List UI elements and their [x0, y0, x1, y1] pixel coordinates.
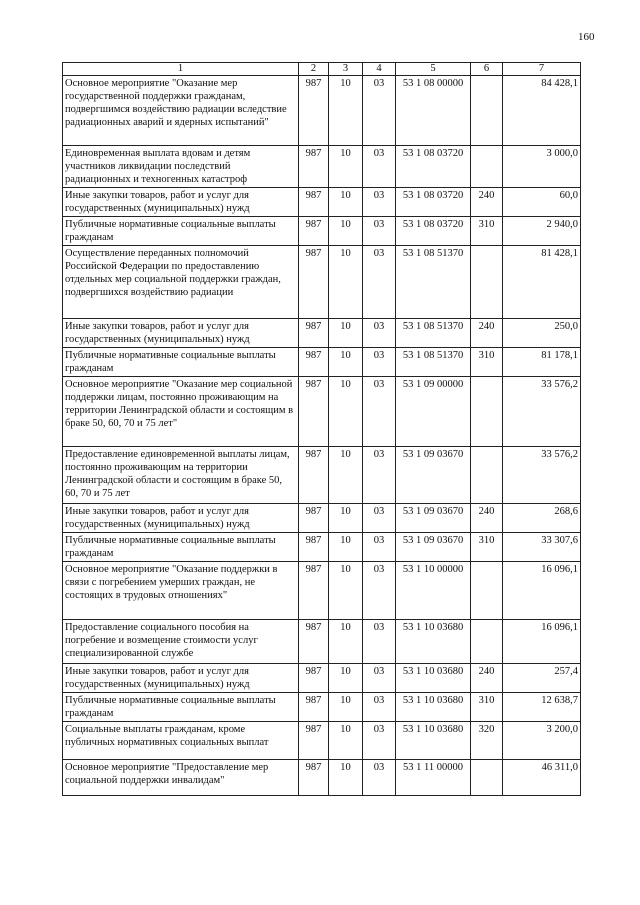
target-article-code: 53 1 10 03680 [396, 693, 471, 722]
section-code: 10 [329, 533, 363, 562]
expense-type-code: 310 [471, 693, 503, 722]
subsection-code: 03 [363, 562, 396, 620]
ministry-code: 987 [299, 319, 329, 348]
amount: 12 638,7 [503, 693, 581, 722]
section-code: 10 [329, 217, 363, 246]
target-article-code: 53 1 08 51370 [396, 348, 471, 377]
section-code: 10 [329, 76, 363, 146]
section-code: 10 [329, 620, 363, 664]
section-code: 10 [329, 319, 363, 348]
ministry-code: 987 [299, 693, 329, 722]
subsection-code: 03 [363, 188, 396, 217]
expense-type-code [471, 760, 503, 796]
subsection-code: 03 [363, 217, 396, 246]
ministry-code: 987 [299, 504, 329, 533]
amount: 60,0 [503, 188, 581, 217]
amount: 3 200,0 [503, 722, 581, 760]
table-row [63, 348, 581, 377]
row-description: Основное мероприятие "Предоставление мер социальной поддержки инвалидам" [63, 760, 299, 796]
row-description: Иные закупки товаров, работ и услуг для государственных (муниципальных) нужд [63, 504, 299, 533]
ministry-code: 987 [299, 664, 329, 693]
amount: 81 178,1 [503, 348, 581, 377]
row-description: Основное мероприятие "Оказание мер государственной поддержки гражданам, подвергшимся воздействию радиации вследствие радиационных аварий и ядерных испытаний" [63, 76, 299, 146]
subsection-code: 03 [363, 377, 396, 447]
target-article-code: 53 1 09 03670 [396, 504, 471, 533]
table-row [63, 146, 581, 188]
budget-table [62, 62, 581, 796]
ministry-code: 987 [299, 348, 329, 377]
target-article-code: 53 1 10 00000 [396, 562, 471, 620]
row-description: Предоставление социального пособия на погребение и возмещение стоимости услуг специализированной службе [63, 620, 299, 664]
expense-type-code: 320 [471, 722, 503, 760]
target-article-code: 53 1 08 00000 [396, 76, 471, 146]
subsection-code: 03 [363, 146, 396, 188]
ministry-code: 987 [299, 533, 329, 562]
row-description: Единовременная выплата вдовам и детям участников ликвидации последствий радиационных и техногенных катастроф [63, 146, 299, 188]
amount: 3 000,0 [503, 146, 581, 188]
expense-type-code: 310 [471, 348, 503, 377]
expense-type-code: 310 [471, 533, 503, 562]
ministry-code: 987 [299, 760, 329, 796]
section-code: 10 [329, 246, 363, 319]
amount: 16 096,1 [503, 562, 581, 620]
target-article-code: 53 1 08 03720 [396, 188, 471, 217]
target-article-code: 53 1 10 03680 [396, 722, 471, 760]
table-row [63, 664, 581, 693]
row-description: Осуществление переданных полномочий Российской Федерации по предоставлению отдельных мер социальной поддержки граждан, подвергшихся воздействию радиации [63, 246, 299, 319]
row-description: Социальные выплаты гражданам, кроме публичных нормативных социальных выплат [63, 722, 299, 760]
table-row [63, 319, 581, 348]
subsection-code: 03 [363, 620, 396, 664]
expense-type-code [471, 562, 503, 620]
amount: 250,0 [503, 319, 581, 348]
subsection-code: 03 [363, 348, 396, 377]
target-article-code: 53 1 11 00000 [396, 760, 471, 796]
column-number: 6 [471, 63, 503, 76]
column-number: 5 [396, 63, 471, 76]
section-code: 10 [329, 562, 363, 620]
amount: 2 940,0 [503, 217, 581, 246]
column-number: 1 [63, 63, 299, 76]
target-article-code: 53 1 08 03720 [396, 146, 471, 188]
row-description: Публичные нормативные социальные выплаты гражданам [63, 348, 299, 377]
page-number: 160 [578, 31, 595, 43]
ministry-code: 987 [299, 447, 329, 504]
expense-type-code: 310 [471, 217, 503, 246]
table-row [63, 188, 581, 217]
table-row [63, 620, 581, 664]
section-code: 10 [329, 377, 363, 447]
amount: 257,4 [503, 664, 581, 693]
expense-type-code [471, 377, 503, 447]
expense-type-code [471, 246, 503, 319]
amount: 81 428,1 [503, 246, 581, 319]
ministry-code: 987 [299, 76, 329, 146]
subsection-code: 03 [363, 693, 396, 722]
table-row [63, 722, 581, 760]
subsection-code: 03 [363, 533, 396, 562]
target-article-code: 53 1 08 03720 [396, 217, 471, 246]
target-article-code: 53 1 10 03680 [396, 620, 471, 664]
section-code: 10 [329, 760, 363, 796]
subsection-code: 03 [363, 722, 396, 760]
expense-type-code [471, 620, 503, 664]
ministry-code: 987 [299, 562, 329, 620]
section-code: 10 [329, 146, 363, 188]
amount: 33 307,6 [503, 533, 581, 562]
ministry-code: 987 [299, 217, 329, 246]
row-description: Публичные нормативные социальные выплаты гражданам [63, 533, 299, 562]
column-number-row [63, 63, 581, 76]
target-article-code: 53 1 09 03670 [396, 447, 471, 504]
row-description: Иные закупки товаров, работ и услуг для государственных (муниципальных) нужд [63, 664, 299, 693]
amount: 33 576,2 [503, 377, 581, 447]
subsection-code: 03 [363, 664, 396, 693]
table-row [63, 504, 581, 533]
subsection-code: 03 [363, 319, 396, 348]
section-code: 10 [329, 188, 363, 217]
column-number: 3 [329, 63, 363, 76]
ministry-code: 987 [299, 377, 329, 447]
target-article-code: 53 1 09 00000 [396, 377, 471, 447]
target-article-code: 53 1 09 03670 [396, 533, 471, 562]
amount: 84 428,1 [503, 76, 581, 146]
ministry-code: 987 [299, 620, 329, 664]
ministry-code: 987 [299, 246, 329, 319]
ministry-code: 987 [299, 188, 329, 217]
expense-type-code: 240 [471, 664, 503, 693]
expense-type-code: 240 [471, 504, 503, 533]
expense-type-code: 240 [471, 319, 503, 348]
section-code: 10 [329, 722, 363, 760]
section-code: 10 [329, 664, 363, 693]
subsection-code: 03 [363, 760, 396, 796]
table-row [63, 760, 581, 796]
amount: 268,6 [503, 504, 581, 533]
amount: 16 096,1 [503, 620, 581, 664]
table-row [63, 217, 581, 246]
subsection-code: 03 [363, 76, 396, 146]
amount: 33 576,2 [503, 447, 581, 504]
amount: 46 311,0 [503, 760, 581, 796]
table-row [63, 246, 581, 319]
row-description: Иные закупки товаров, работ и услуг для государственных (муниципальных) нужд [63, 188, 299, 217]
row-description: Публичные нормативные социальные выплаты гражданам [63, 217, 299, 246]
subsection-code: 03 [363, 246, 396, 319]
expense-type-code: 240 [471, 188, 503, 217]
section-code: 10 [329, 447, 363, 504]
column-number: 2 [299, 63, 329, 76]
row-description: Иные закупки товаров, работ и услуг для государственных (муниципальных) нужд [63, 319, 299, 348]
ministry-code: 987 [299, 146, 329, 188]
row-description: Публичные нормативные социальные выплаты гражданам [63, 693, 299, 722]
subsection-code: 03 [363, 447, 396, 504]
subsection-code: 03 [363, 504, 396, 533]
expense-type-code [471, 76, 503, 146]
section-code: 10 [329, 348, 363, 377]
table-row [63, 533, 581, 562]
column-number: 7 [503, 63, 581, 76]
target-article-code: 53 1 10 03680 [396, 664, 471, 693]
row-description: Предоставление единовременной выплаты лицам, постоянно проживающим на территории Ленинградской области и состоящим в браке 50, 60, 70 и 75 лет [63, 447, 299, 504]
target-article-code: 53 1 08 51370 [396, 319, 471, 348]
expense-type-code [471, 146, 503, 188]
target-article-code: 53 1 08 51370 [396, 246, 471, 319]
ministry-code: 987 [299, 722, 329, 760]
row-description: Основное мероприятие "Оказание мер социальной поддержки лицам, постоянно проживающим на территории Ленинградской области и состоящим в браке 50, 60, 70 и 75 лет" [63, 377, 299, 447]
section-code: 10 [329, 693, 363, 722]
row-description: Основное мероприятие "Оказание поддержки в связи с погребением умерших граждан, не состоящих в трудовых отношениях" [63, 562, 299, 620]
table-row [63, 693, 581, 722]
table-row [63, 377, 581, 447]
table-row [63, 447, 581, 504]
table-row [63, 76, 581, 146]
table-row [63, 562, 581, 620]
expense-type-code [471, 447, 503, 504]
section-code: 10 [329, 504, 363, 533]
column-number: 4 [363, 63, 396, 76]
